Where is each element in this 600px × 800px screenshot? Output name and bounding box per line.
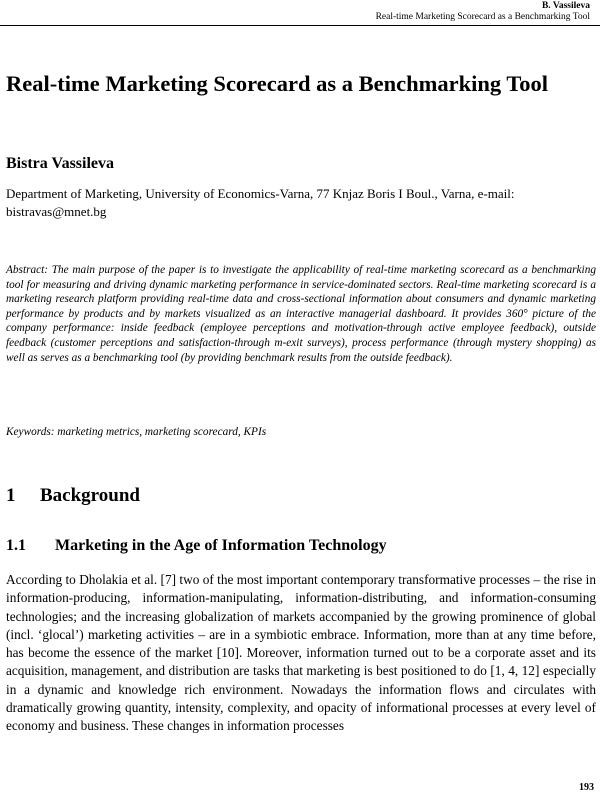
body-paragraph: According to Dholakia et al. [7] two of the most important contemporary transformative processes – the rise in information-producing, information-manipulating, information-distributing, and information-consuming technologies; and the increasing globalization of markets accompanied by the growing prominence of global (incl. ‘glocal’) marketing activities – are in a symbiotic embrace. Information, more than at any time before, has become the essence of the market [10]. Moreover, information turned out to be a corporate asset and its acquisition, management, and distribution are tasks that marketing is best positioned to do [1, 4, 12] especially in a dynamic and knowledge rich environment. Nowadays the information flows and circulates with dramatically growing quantity, intensity, complexity, and opacity of informational processes at every level of economy and business. These changes in information processes [6, 572, 596, 734]
running-header-author: B. Vassileva [541, 1, 590, 11]
author-affiliation: Department of Marketing, University of Economics-Varna, 77 Knjaz Boris I Boul., Varna, e-mail: bistravas@mnet.bg [6, 186, 515, 219]
running-header-title: Real-time Marketing Scorecard as a Benchmarking Tool [375, 12, 590, 22]
page-number: 193 [579, 782, 594, 793]
section-title: Background [40, 485, 140, 506]
keywords: Keywords: marketing metrics, marketing scorecard, KPIs [6, 426, 267, 438]
author-name: Bistra Vassileva [6, 155, 115, 172]
paper-title: Real-time Marketing Scorecard as a Benchmarking Tool [6, 71, 549, 96]
header-rule [0, 25, 600, 26]
subsection-title: Marketing in the Age of Information Technology [55, 537, 387, 554]
subsection-number: 1.1 [6, 537, 26, 554]
abstract: Abstract: The main purpose of the paper is to investigate the applicability of real-time marketing scorecard as a benchmarking tool for measuring and driving dynamic marketing performance in service-dominated sectors. Real-time marketing scorecard is a marketing research platform providing real-time data and cross-sectional information about consumers and dynamic marketing performance by products and by markets visualized as an interactive managerial dashboard. It provides 360° picture of the company performance: inside feedback (employee perceptions and motivation-through active employee feedback), outside feedback (customer perceptions and satisfaction-through m-exit surveys), process performance (through mystery shopping) as well as serves as a benchmarking tool (by providing benchmark results from the outside feedback). [6, 264, 596, 364]
section-number: 1 [6, 485, 16, 506]
